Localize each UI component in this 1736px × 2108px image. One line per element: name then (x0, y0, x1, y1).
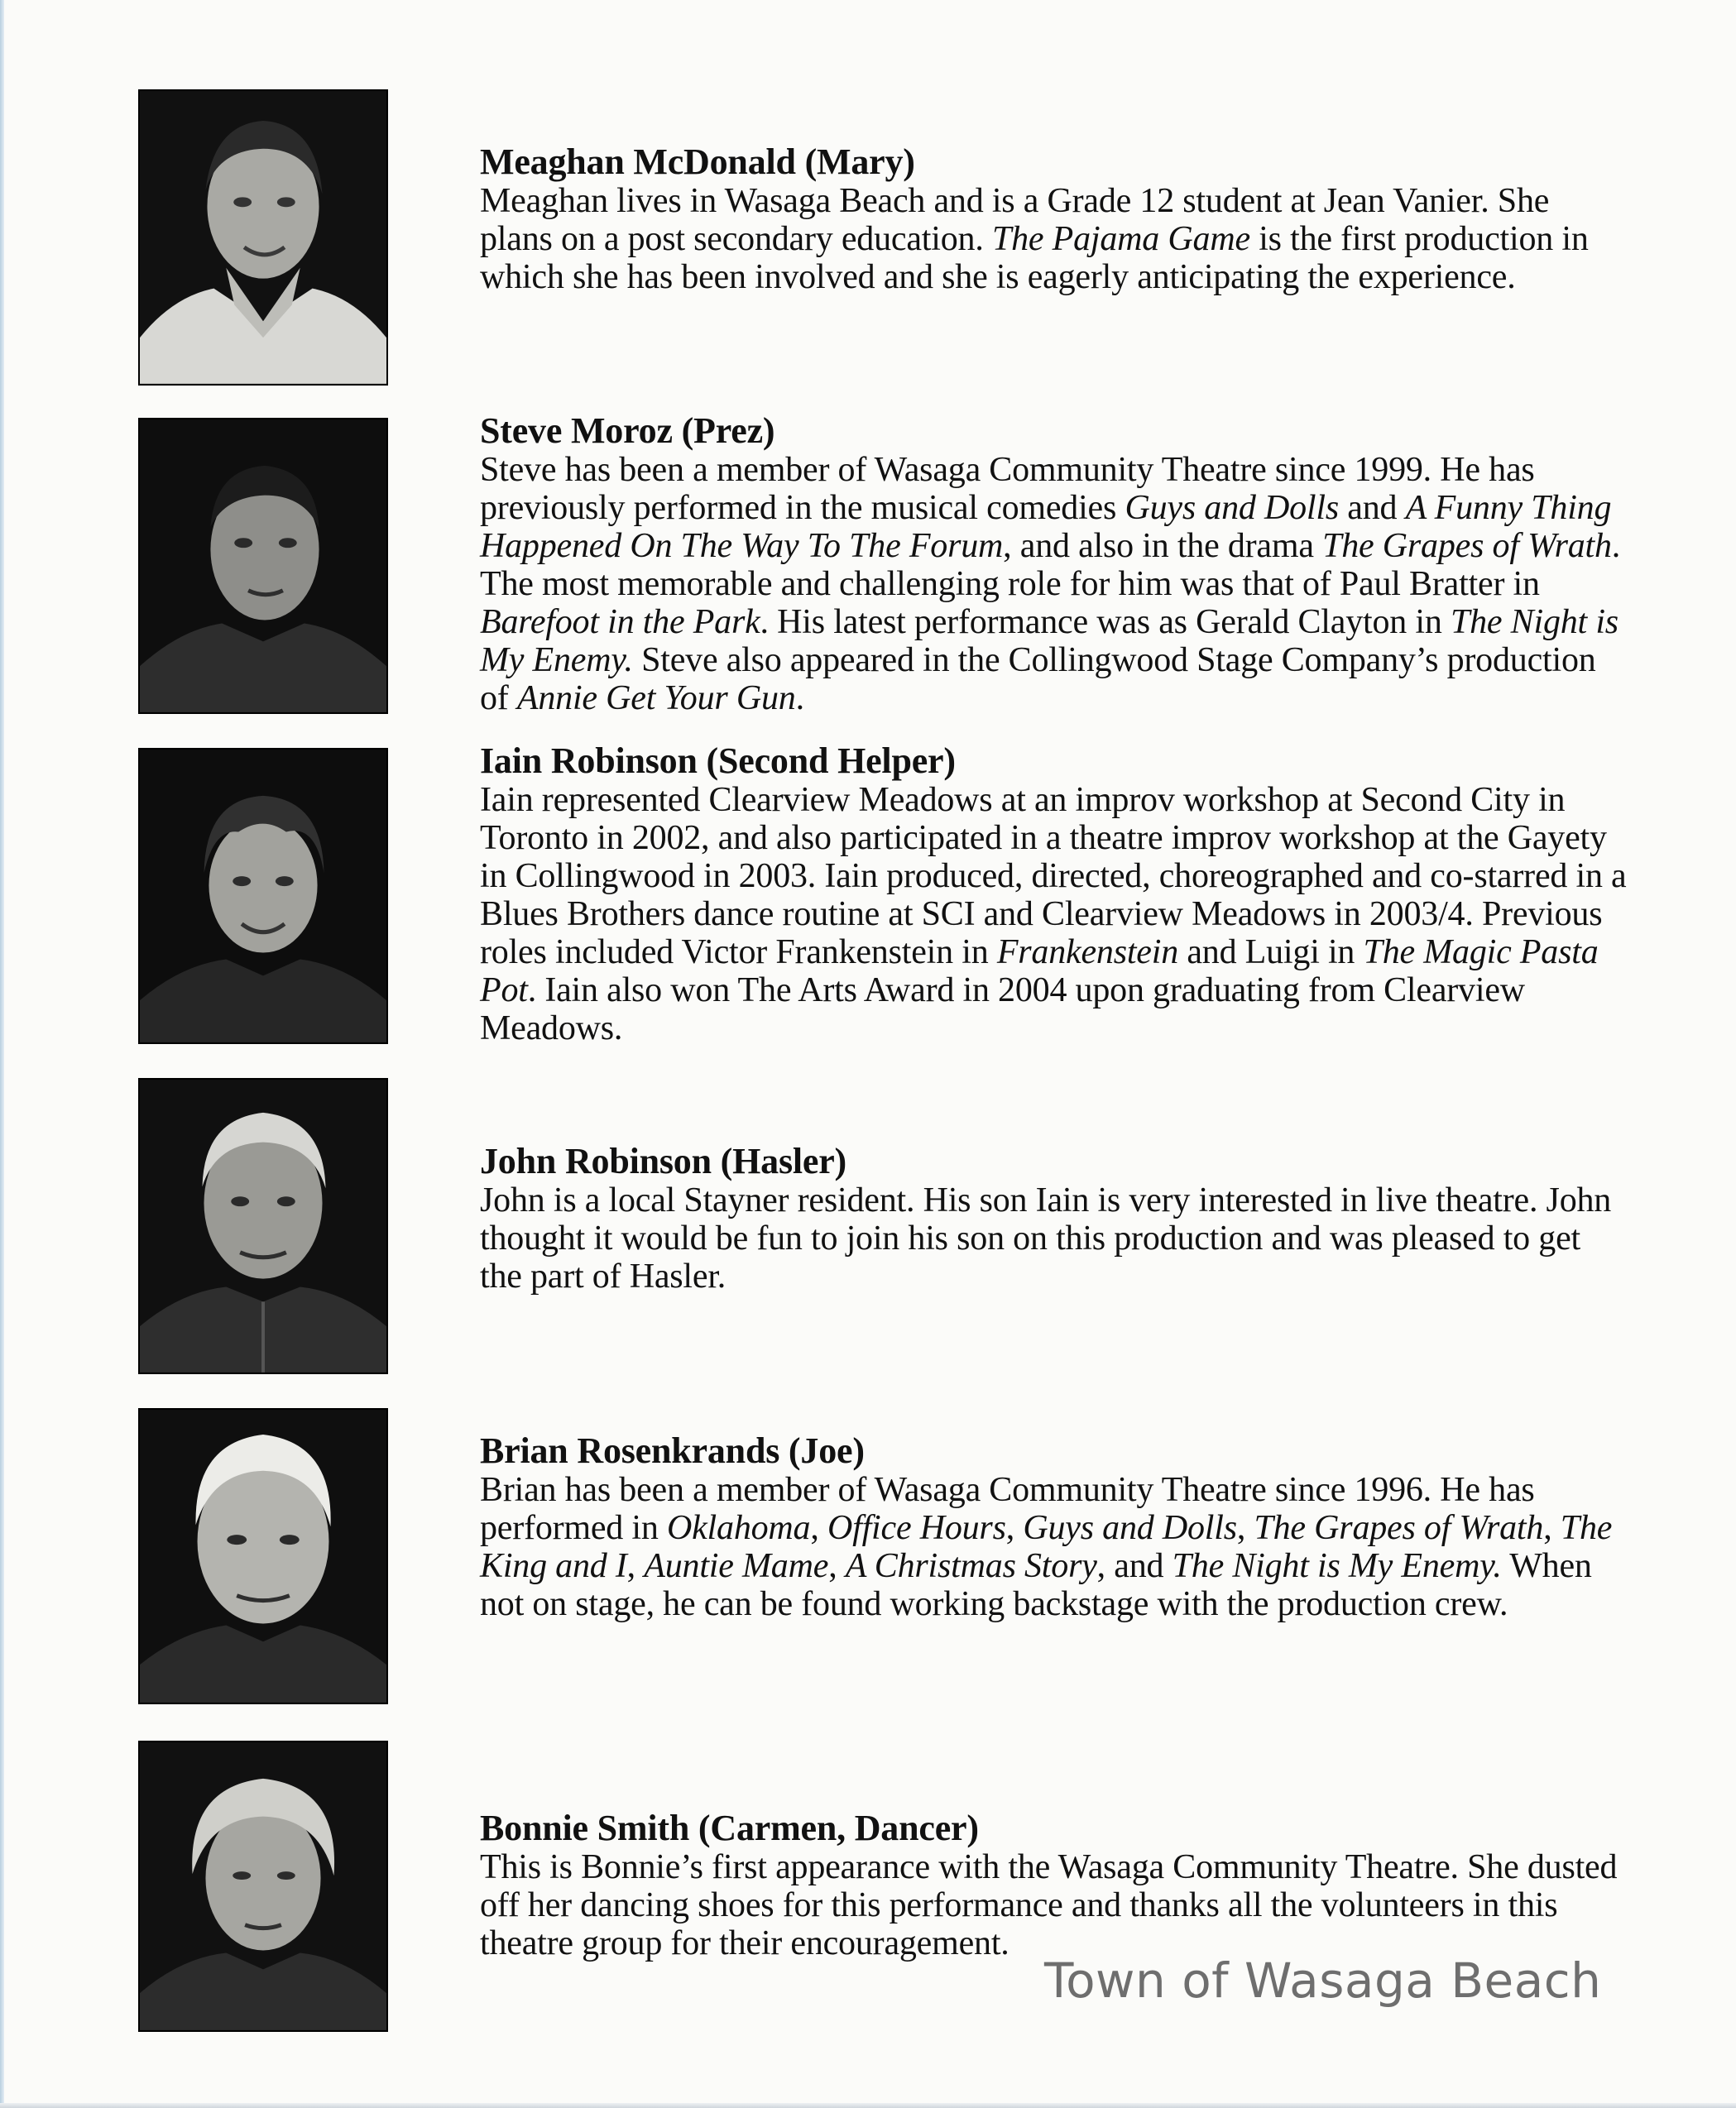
bio-text: Meaghan lives in Wasaga Beach and is a Grade 12 student at Jean Vanier. She plans on a post secondary education. (480, 182, 1550, 258)
cast-bio (480, 781, 1630, 1047)
portrait-photo-icon (140, 1080, 386, 1373)
cast-photo-brian (138, 1408, 388, 1704)
cast-bio (480, 1848, 1630, 1962)
bio-text: Iain represented Clearview Meadows at an improv workshop at Second City in Toronto in 2002, and also participated in a theatre improv workshop at the Gayety in Collingwood in 2003. Iain produced, directed, choreographed and co-starred in a Blues Brothers dance routine at SCI and Clearview Meadows in 2003/4. Previous roles included Victor Frankenstein in (480, 781, 1627, 971)
bio-text: , and (1096, 1547, 1173, 1585)
bio-title-italic: Frankenstein (996, 933, 1179, 971)
bio-title-italic: The Grapes of Wrath (1322, 527, 1612, 565)
watermark: Town of Wasaga Beach (1044, 1952, 1602, 2009)
bio-text: When not on stage, he can be found working backstage with the production crew. (480, 1547, 1592, 1623)
bio-title-italic: Office Hours (827, 1509, 1006, 1547)
bio-title-italic: A Funny Thing Happened On The Way To The Forum (480, 489, 1612, 565)
bio-text: , and also in the drama (1003, 527, 1323, 565)
cast-entry-steve (480, 411, 1630, 717)
cast-name: John Robinson (Hasler) (480, 1141, 847, 1181)
portrait-photo-icon (140, 91, 386, 384)
bio-text: . The most memorable and challenging role for him was that of Paul Bratter in (480, 527, 1621, 603)
bio-text: , (626, 1547, 645, 1585)
bio-text: , (828, 1547, 846, 1585)
cast-bio (480, 451, 1630, 717)
bio-title-italic: Oklahoma (666, 1509, 811, 1547)
bio-text: and Luigi in (1178, 933, 1364, 971)
bio-title-italic: The Grapes of Wrath (1254, 1509, 1544, 1547)
portrait-photo-icon (140, 750, 386, 1042)
bio-title-italic: The Magic Pasta Pot (480, 933, 1599, 1009)
bio-text: , (1543, 1509, 1561, 1547)
bio-text: . (795, 679, 804, 717)
bio-title-italic: Auntie Mame (644, 1547, 829, 1585)
bio-title-italic: The Pajama Game (991, 220, 1250, 258)
cast-photo-john (138, 1078, 388, 1374)
cast-photo-meaghan (138, 89, 388, 386)
bio-text: , (810, 1509, 827, 1547)
cast-entry-brian (480, 1431, 1630, 1623)
bio-text: , (1236, 1509, 1254, 1547)
bio-text: . Iain also won The Arts Award in 2004 upon graduating from Clearview Meadows. (480, 971, 1525, 1047)
cast-entry-iain (480, 741, 1630, 1047)
bio-title-italic: Barefoot in the Park (480, 603, 760, 641)
bio-title-italic: Annie Get Your Gun (516, 679, 796, 717)
bio-title-italic: The King and I (480, 1509, 1613, 1585)
cast-photo-steve (138, 418, 388, 714)
cast-name: Bonnie Smith (Carmen, Dancer) (480, 1808, 979, 1848)
cast-bio (480, 1181, 1630, 1296)
cast-entry-john (480, 1142, 1630, 1296)
bio-title-italic: The Night is My Enemy. (1172, 1547, 1502, 1585)
cast-photo-iain (138, 748, 388, 1044)
bio-text: Steve also appeared in the Collingwood Stage Company’s production of (480, 641, 1596, 717)
bio-text: Brian has been a member of Wasaga Community Theatre since 1996. He has performed in (480, 1471, 1535, 1547)
cast-name: Brian Rosenkrands (Joe) (480, 1430, 865, 1471)
cast-name: Iain Robinson (Second Helper) (480, 740, 956, 781)
cast-entry-bonnie (480, 1809, 1630, 1962)
bio-text: , (1005, 1509, 1024, 1547)
bio-text: Steve has been a member of Wasaga Community Theatre since 1999. He has previously performed in the musical comedies (480, 451, 1535, 527)
bio-text: This is Bonnie’s first appearance with the Wasaga Community Theatre. She dusted off her dancing shoes for this performance and thanks all the volunteers in this theatre group for their encouragement. (480, 1848, 1618, 1962)
cast-photo-bonnie (138, 1741, 388, 2032)
bio-text: is the first production in which she has been involved and she is eagerly anticipating the experience. (480, 220, 1589, 296)
portrait-photo-icon (140, 1742, 386, 2030)
bio-text: . His latest performance was as Gerald Clayton in (760, 603, 1451, 641)
page-edge-bottom (0, 2103, 1736, 2108)
bio-title-italic: The Night is My Enemy. (480, 603, 1619, 679)
cast-name: Meaghan McDonald (Mary) (480, 141, 915, 182)
portrait-photo-icon (140, 419, 386, 712)
bio-text: and (1338, 489, 1406, 527)
cast-name: Steve Moroz (Prez) (480, 410, 775, 451)
portrait-photo-icon (140, 1410, 386, 1703)
bio-title-italic: Guys and Dolls (1125, 489, 1339, 527)
bio-title-italic: A Christmas Story (845, 1547, 1097, 1585)
cast-bio (480, 182, 1630, 296)
bio-title-italic: Guys and Dolls (1023, 1509, 1237, 1547)
cast-entry-meaghan (480, 142, 1630, 296)
cast-bio (480, 1471, 1630, 1623)
page-edge-left (0, 0, 4, 2108)
bio-text: John is a local Stayner resident. His son Iain is very interested in live theatre. John thought it would be fun to join his son on this production and was pleased to get the part of Hasler. (480, 1181, 1612, 1296)
